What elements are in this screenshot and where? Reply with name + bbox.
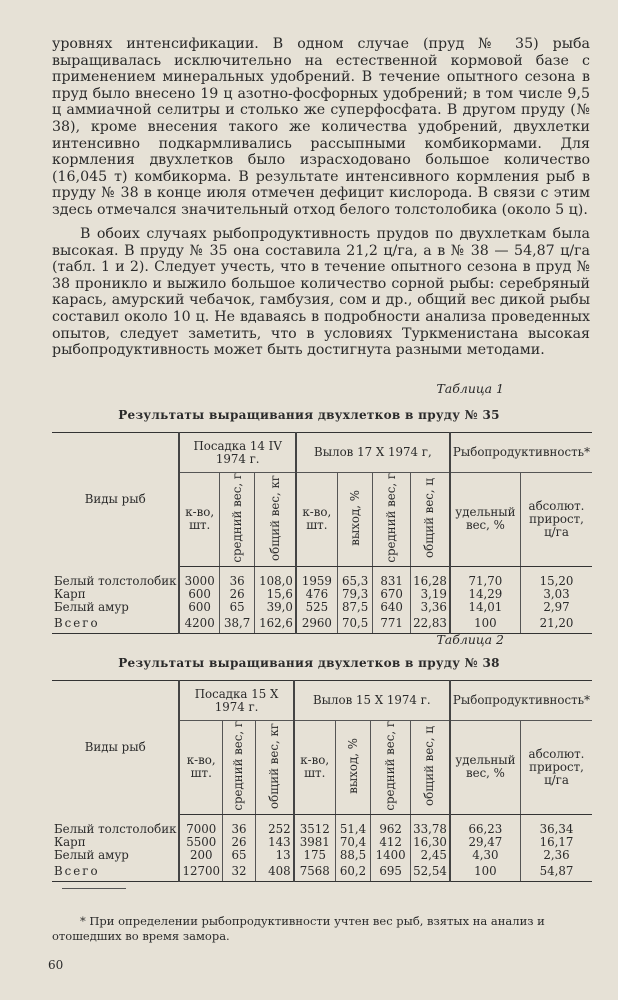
header-catch-count: к-во, шт. [294, 721, 336, 815]
header-specific-weight: удельный вес, % [450, 721, 521, 815]
header-species: Виды рыб [52, 433, 179, 567]
table-1 [52, 432, 592, 634]
header-absolute-gain: абсолют. прирост, ц/га [520, 721, 592, 815]
paragraph-2: В обоих случаях рыбопродуктивность прудов по двухлеткам была высокая. В пруду № 35 она составила 21,2 ц/га, а в № 38 — 54,87 ц/га (табл. 1 и 2). Следует учесть, что в течение опытного сезона в пруд № 38 проникло и выжило большое количество сорной рыбы: серебряный карась, амурский чебачок, гамбузия, сом и др., общий вес дикой рыбы составил около 10 ц. Не вдаваясь в подробности анализа проведенных опытов, следует заметить, что в условиях Туркменистана высокая рыбопродуктивность может быть достигнута разными методами. [52, 226, 590, 359]
table-row: Белый амур 600 65 39,0 525 87,5 640 3,36 14,01 2,97 [52, 601, 592, 614]
header-total-weight-c: общий вес, ц [422, 477, 437, 558]
header-catch: Вылов 17 X 1974 г, [296, 433, 450, 473]
table-row-total: Всего 4200 38,7 162,6 2960 70,5 771 22,83 100 21,20 [52, 614, 592, 634]
header-total-weight-c: общий вес, ц [422, 725, 437, 806]
header-specific-weight: удельный вес, % [450, 473, 521, 567]
header-yield: выход, % [347, 489, 362, 546]
footnote: * При определении рыбопродуктивности учтен вес рыб, взятых на анализ и отошедших во время замора. [52, 914, 545, 943]
header-stocking: Посадка 14 IV 1974 г. [179, 433, 295, 473]
header-catch-avg-weight: средний вес, г [384, 473, 399, 563]
footnote-separator [62, 888, 126, 889]
table-2 [52, 680, 592, 882]
header-catch-count: к-во, шт. [296, 473, 337, 567]
table-2-label: Таблица 2 [436, 632, 504, 647]
header-productivity: Рыбопродуктивность* [450, 433, 592, 473]
table-1-label: Таблица 1 [436, 381, 504, 396]
table-row: Белый амур 200 65 13 175 88,5 1400 2,45 4,30 2,36 [52, 849, 592, 862]
header-yield: выход, % [345, 737, 360, 794]
header-count: к-во, шт. [179, 721, 222, 815]
header-stocking: Посадка 15 X 1974 г. [179, 681, 293, 721]
header-total-weight-kg: общий вес, кг [267, 474, 282, 561]
header-catch: Вылов 15 X 1974 г. [294, 681, 450, 721]
header-absolute-gain: абсолют. прирост, ц/га [520, 473, 592, 567]
header-avg-weight: средний вес, г [231, 721, 246, 811]
paragraph-1: уровнях интенсификации. В одном случае (пруд № 35) рыба выращивалась исключительно на естественной кормовой базе с применением минеральных удобрений. В течение опытного сезона в пруд было внесено 19 ц азотно-фосфорных удобрений; в том числе 9,5 ц аммиачной селитры и столько же суперфосфата. В другом пруду (№ 38), кроме внесения такого же количества удобрений, двухлетки интенсивно подкармливались рассыпными комбикормами. Для кормления двухлетков было израсходовано большое количество (16,045 т) комбикорма. В результате интенсивного кормления рыб в пруду № 38 в конце июля отмечен дефицит кислорода. В связи с этим здесь отмечался значительный отход белого толстолобика (около 5 ц). [52, 36, 590, 218]
header-count: к-во, шт. [179, 473, 219, 567]
table-row: Белый толстолобик 3000 36 108,0 1959 65,3 831 16,28 71,70 15,20 [52, 575, 592, 588]
header-avg-weight: средний вес, г [229, 473, 244, 563]
page-number: 60 [48, 958, 64, 972]
header-species: Виды рыб [52, 681, 179, 815]
table-2-title: Результаты выращивания двухлетков в пруду № 38 [118, 656, 500, 670]
header-total-weight-kg: общий вес, кг [266, 722, 281, 809]
table-row: Белый толстолобик 7000 36 252 3512 51,4 962 33,78 66,23 36,34 [52, 823, 592, 836]
table-row: Карп 600 26 15,6 476 79,3 670 3,19 14,29 3,03 [52, 588, 592, 601]
header-catch-avg-weight: средний вес, г [383, 721, 398, 811]
table-1-title: Результаты выращивания двухлетков в пруду № 35 [118, 408, 500, 422]
table-row-total: Всего 12700 32 408 7568 60,2 695 52,54 100 54,87 [52, 862, 592, 882]
header-productivity: Рыбопродуктивность* [450, 681, 592, 721]
table-row: Карп 5500 26 143 3981 70,4 412 16,30 29,47 16,17 [52, 836, 592, 849]
